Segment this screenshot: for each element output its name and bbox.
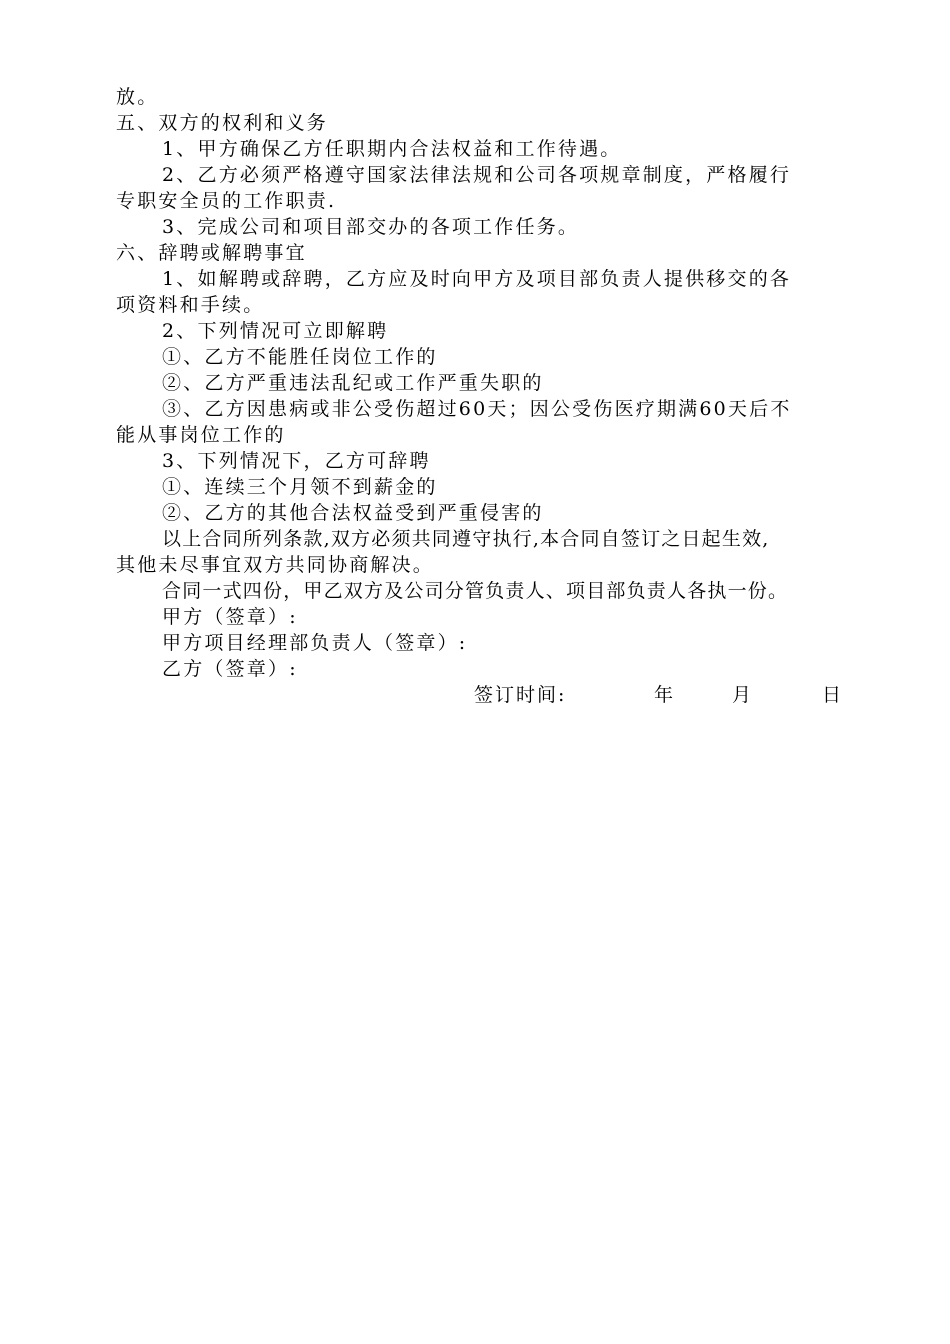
signing-year-label: 年 bbox=[654, 684, 676, 706]
text-line: 项资料和手续。 bbox=[116, 294, 265, 316]
text-line: 乙方（签章）: bbox=[162, 658, 298, 680]
text-line: 2、乙方必须严格遵守国家法律法规和公司各项规章制度，严格履行 bbox=[162, 164, 792, 186]
text-line: 以上合同所列条款,双方必须共同遵守执行,本合同自签订之日起生效, bbox=[162, 528, 770, 550]
signing-date-label: 签订时间: bbox=[474, 684, 567, 706]
signing-month-label: 月 bbox=[732, 684, 754, 706]
signing-day-label: 日 bbox=[822, 684, 844, 706]
text-line: 六、辞聘或解聘事宜 bbox=[116, 242, 307, 264]
paragraph-lines bbox=[116, 84, 842, 682]
text-line: 3、下列情况下，乙方可辞聘 bbox=[162, 450, 431, 472]
text-line: 能从事岗位工作的 bbox=[116, 424, 286, 446]
text-line: 2、下列情况可立即解聘 bbox=[162, 320, 389, 342]
text-line: 3、完成公司和项目部交办的各项工作任务。 bbox=[162, 216, 580, 238]
text-line: ①、连续三个月领不到薪金的 bbox=[162, 476, 438, 498]
text-line: 五、双方的权利和义务 bbox=[116, 112, 329, 134]
signing-date-row bbox=[116, 682, 842, 708]
text-line: 1、如解聘或辞聘，乙方应及时向甲方及项目部负责人提供移交的各 bbox=[162, 268, 792, 290]
text-line: 1、甲方确保乙方任职期内合法权益和工作待遇。 bbox=[162, 138, 622, 160]
text-line: 放。 bbox=[116, 86, 159, 108]
text-line: ②、乙方严重违法乱纪或工作严重失职的 bbox=[162, 372, 544, 394]
text-line: ①、乙方不能胜任岗位工作的 bbox=[162, 346, 438, 368]
contract-body bbox=[116, 84, 842, 708]
text-line: 甲方项目经理部负责人（签章）: bbox=[162, 632, 468, 654]
text-line: ②、乙方的其他合法权益受到严重侵害的 bbox=[162, 502, 544, 524]
text-line: ③、乙方因患病或非公受伤超过60天；因公受伤医疗期满60天后不 bbox=[162, 398, 792, 420]
text-line: 专职安全员的工作职责. bbox=[116, 190, 337, 212]
text-line: 其他未尽事宜双方共同协商解决。 bbox=[116, 554, 435, 576]
text-line: 合同一式四份，甲乙双方及公司分管负责人、项目部负责人各执一份。 bbox=[162, 580, 789, 602]
text-line: 甲方（签章）: bbox=[162, 606, 298, 628]
